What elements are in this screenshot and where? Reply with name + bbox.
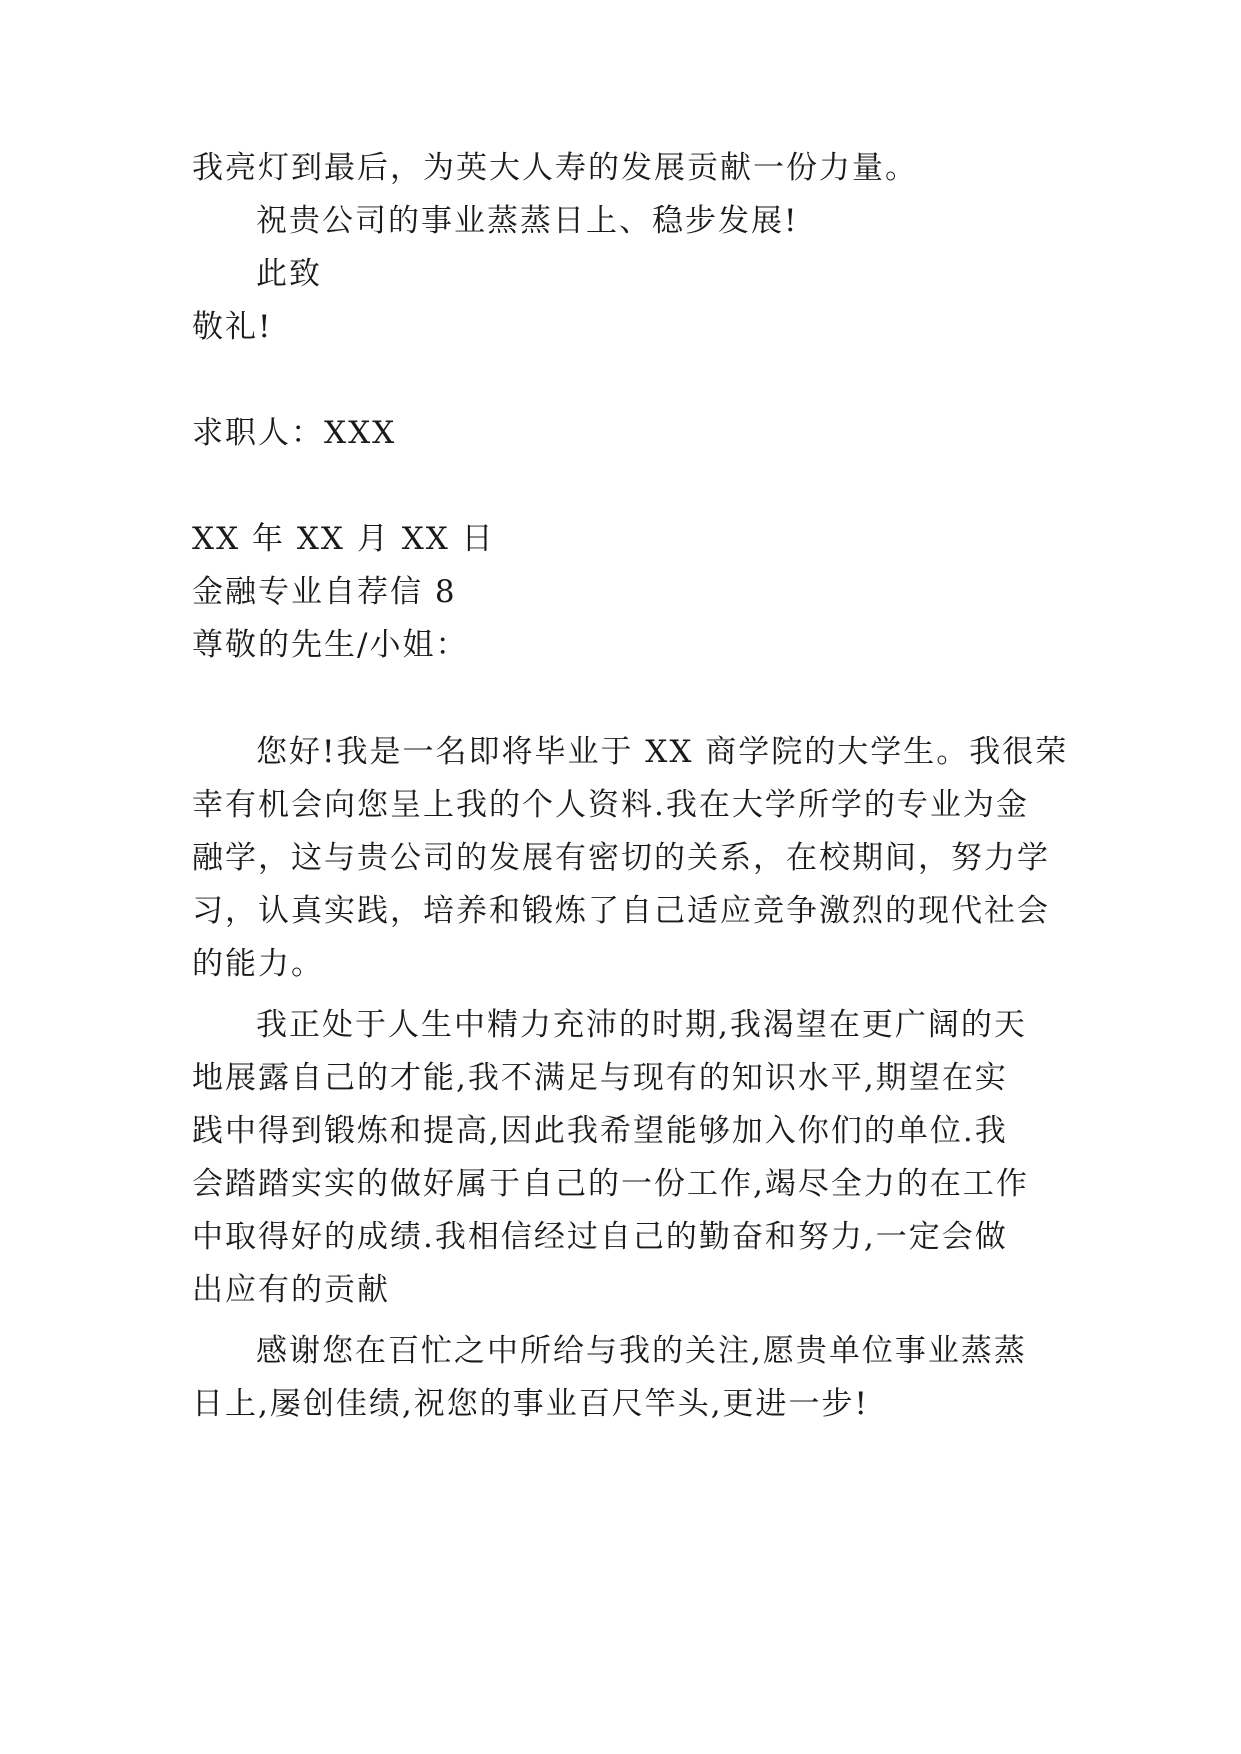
paragraph-1-line-2: 幸有机会向您呈上我的个人资料.我在大学所学的专业为金 — [192, 787, 1029, 823]
paragraph-3-line-2: 日上,屡创佳绩,祝您的事业百尺竿头,更进一步! — [192, 1386, 870, 1422]
paragraph-1-line-5: 的能力。 — [192, 946, 324, 982]
paragraph-2-line-3: 践中得到锻炼和提高,因此我希望能够加入你们的单位.我 — [192, 1113, 1008, 1149]
text-line-jingli: 敬礼! — [192, 309, 273, 345]
text-line-salutation: 尊敬的先生/小姐： — [192, 627, 469, 663]
paragraph-1-line-4: 习，认真实践，培养和锻炼了自己适应竞争激烈的现代社会 — [192, 893, 1050, 929]
text-line-applicant: 求职人：XXX — [192, 415, 397, 451]
text-line-cizhi: 此致 — [256, 256, 322, 292]
text-line-closing-sentence: 我亮灯到最后，为英大人寿的发展贡献一份力量。 — [192, 150, 918, 186]
section-title: 金融专业自荐信 8 — [192, 574, 457, 610]
paragraph-3-line-1: 感谢您在百忙之中所给与我的关注,愿贵单位事业蒸蒸 — [256, 1333, 1027, 1369]
paragraph-2-line-4: 会踏踏实实的做好属于自己的一份工作,竭尽全力的在工作 — [192, 1166, 1029, 1202]
paragraph-2-line-6: 出应有的贡献 — [192, 1272, 390, 1308]
paragraph-2-line-1: 我正处于人生中精力充沛的时期,我渴望在更广阔的天 — [256, 1007, 1027, 1043]
paragraph-1-line-3: 融学，这与贵公司的发展有密切的关系，在校期间，努力学 — [192, 840, 1050, 876]
paragraph-2-line-2: 地展露自己的才能,我不满足与现有的知识水平,期望在实 — [192, 1060, 1008, 1096]
paragraph-1-line-1: 您好!我是一名即将毕业于 XX 商学院的大学生。我很荣 — [256, 734, 1069, 770]
text-line-wishes: 祝贵公司的事业蒸蒸日上、稳步发展! — [256, 203, 799, 239]
text-line-date: XX 年 XX 月 XX 日 — [192, 521, 495, 557]
paragraph-2-line-5: 中取得好的成绩.我相信经过自己的勤奋和努力,一定会做 — [192, 1219, 1008, 1255]
